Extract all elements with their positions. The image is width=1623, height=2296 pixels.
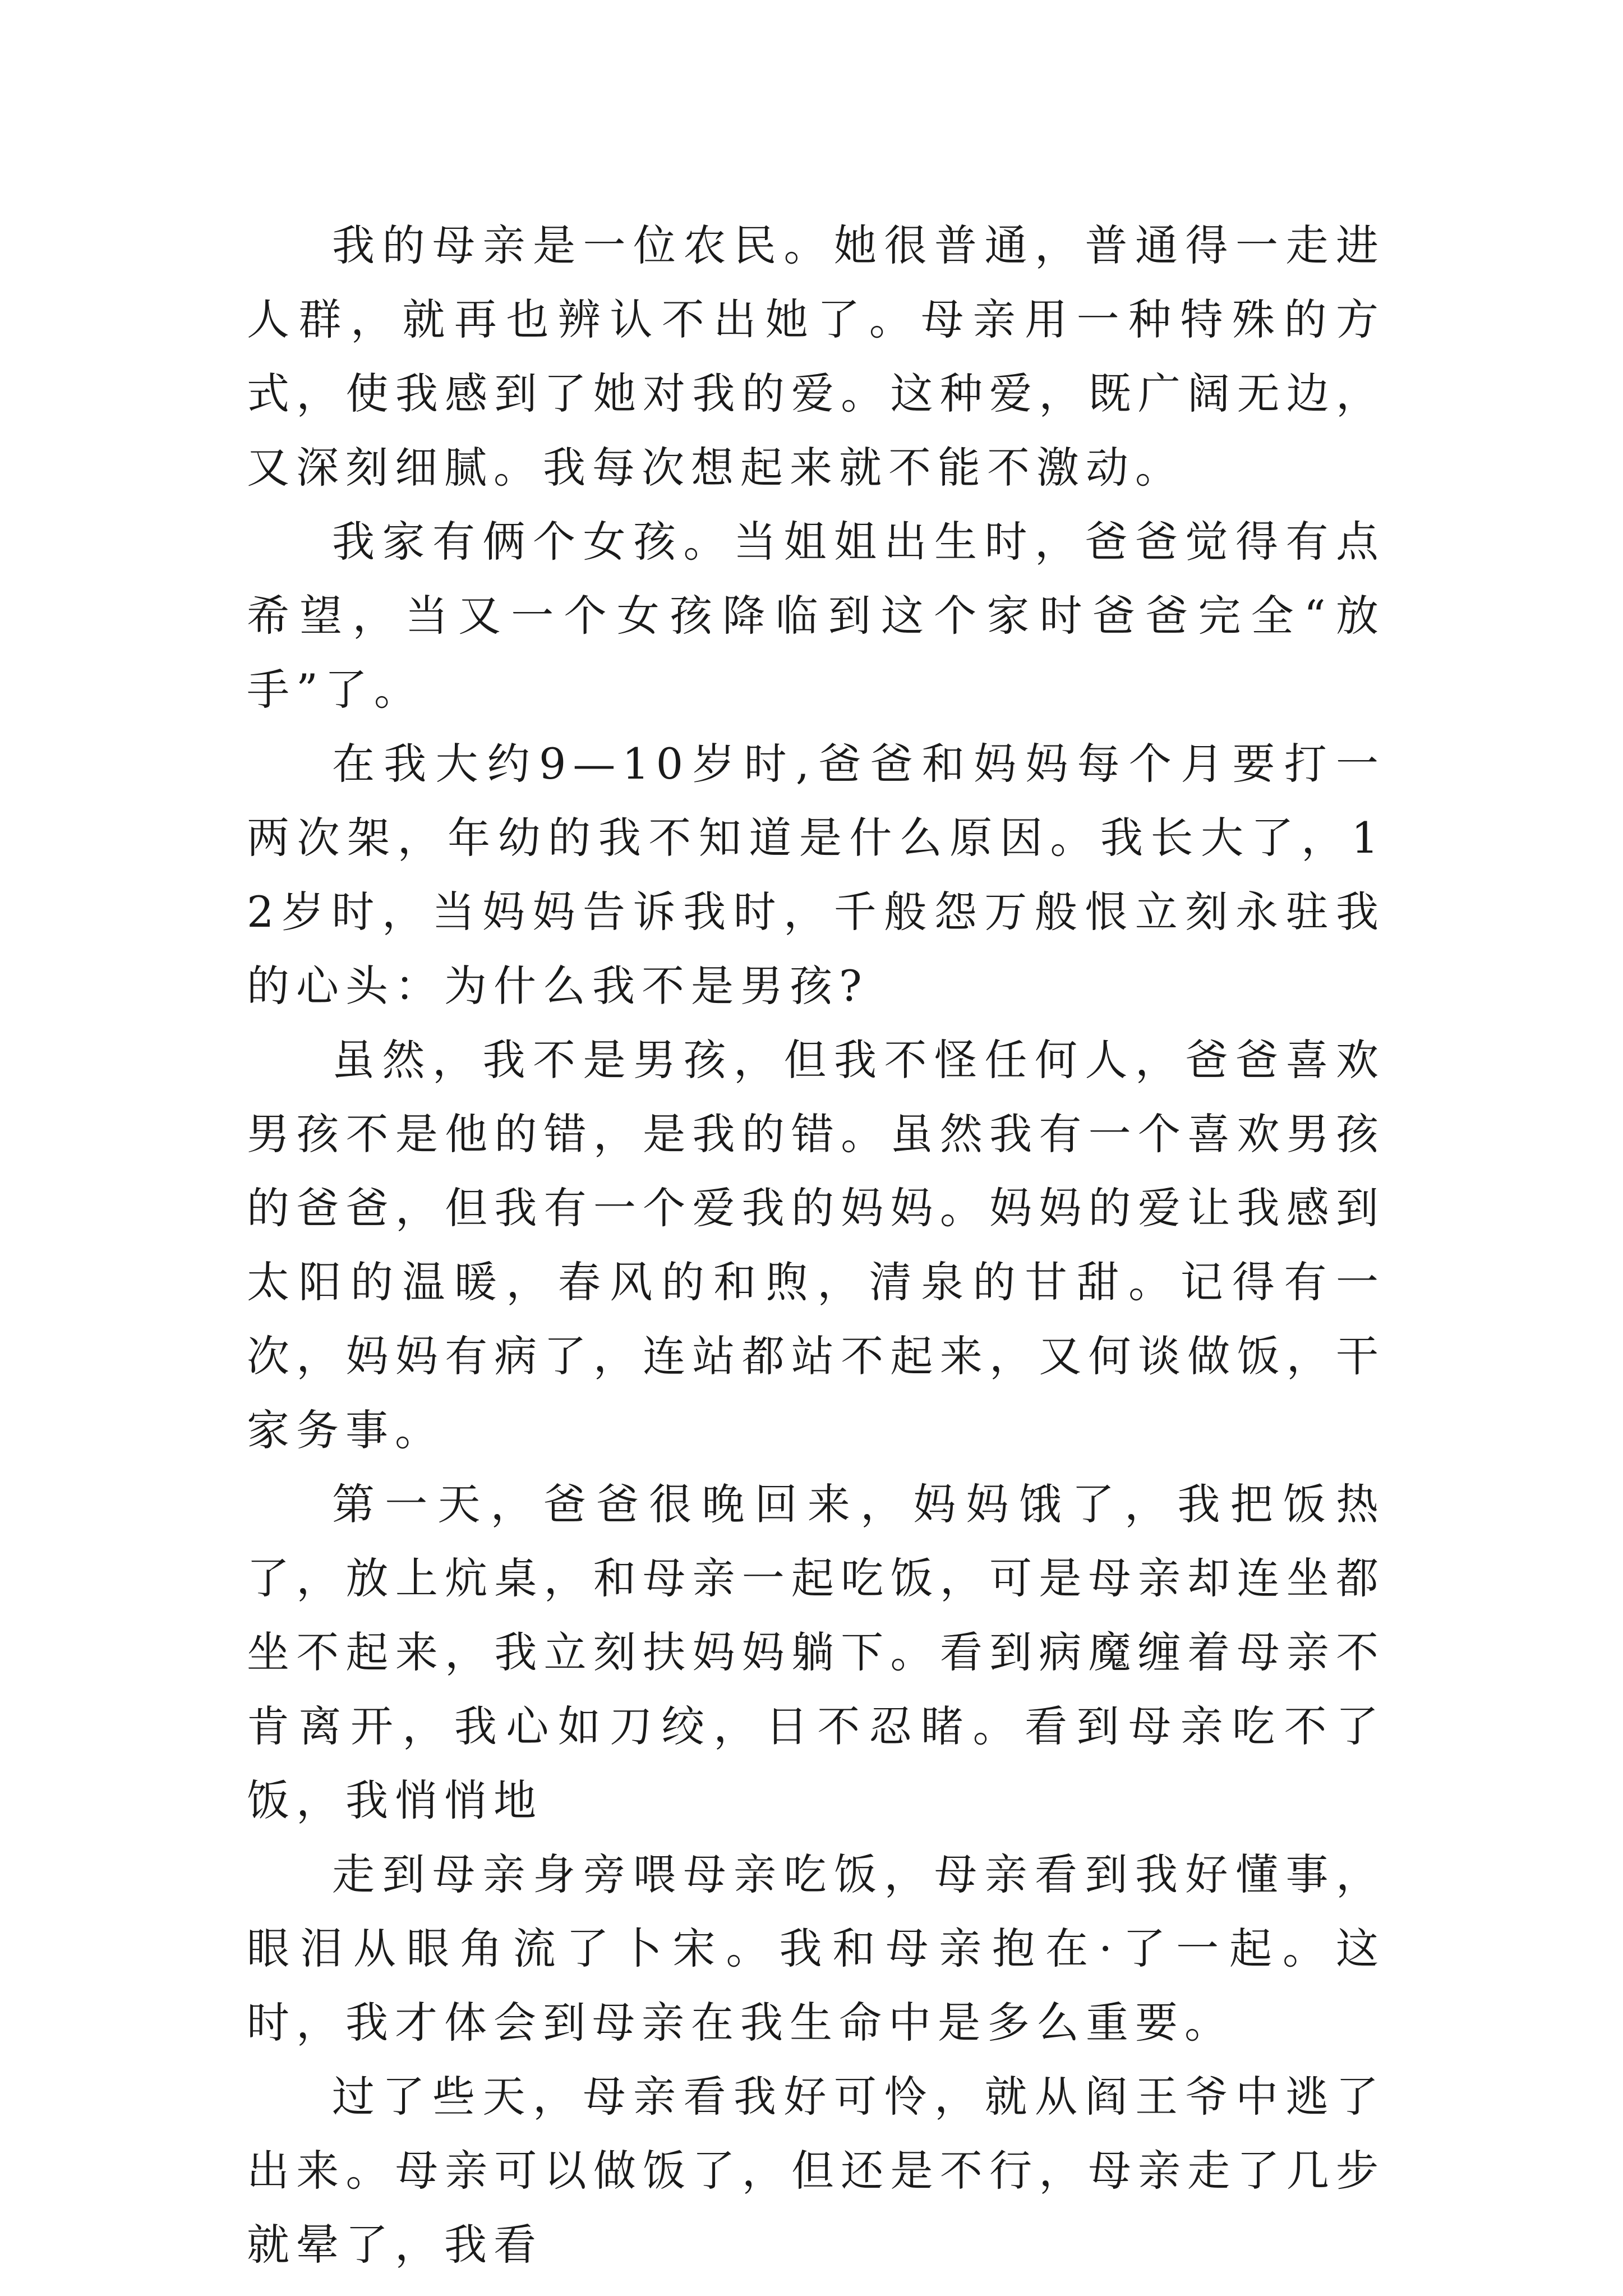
paragraph-2: 我家有俩个女孩。当姐姐出生时，爸爸觉得有点希望，当又一个女孩降临到这个家时爸爸完全“放手”了。 xyxy=(247,517,1385,715)
document-body xyxy=(247,209,1385,2282)
paragraph-4: 虽然，我不是男孩，但我不怪任何人，爸爸喜欢男孩不是他的错，是我的错。虽然我有一个喜欢男孩的爸爸，但我有一个爱我的妈妈。妈妈的爱让我感到太阳的温暖，春风的和煦，清泉的甘甜。记得有一次，妈妈有病了，连站都站不起来，又何谈做饭，干家务事。 xyxy=(247,1035,1385,1455)
paragraph-7: 过了些天，母亲看我好可怜，就从阎王爷中逃了出来。母亲可以做饭了，但还是不行，母亲走了几步就晕了，我看 xyxy=(247,2072,1385,2270)
paragraph-6: 走到母亲身旁喂母亲吃饭，母亲看到我好懂事，眼泪从眼角流了卜宋。我和母亲抱在·了一起。这时，我才体会到母亲在我生命中是多么重要。 xyxy=(247,1849,1385,2047)
paragraph-1: 我的母亲是一位农民。她很普通，普通得一走进人群，就再也辨认不出她了。母亲用一种特殊的方式，使我感到了她对我的爱。这种爱，既广阔无边，又深刻细腻。我每次想起来就不能不激动。 xyxy=(247,220,1385,493)
paragraph-3: 在我大约9—10岁时,爸爸和妈妈每个月要打一两次架，年幼的我不知道是什么原因。我长大了，12岁时，当妈妈告诉我时，千般怨万般恨立刻永驻我的心头：为什么我不是男孩? xyxy=(247,739,1385,1011)
paragraph-5: 第一天，爸爸很晚回来，妈妈饿了，我把饭热了，放上炕桌，和母亲一起吃饭，可是母亲却连坐都坐不起来，我立刻扶妈妈躺下。看到病魔缠着母亲不肯离开，我心如刀绞，日不忍睹。看到母亲吃不了饭，我悄悄地 xyxy=(247,1479,1385,1825)
